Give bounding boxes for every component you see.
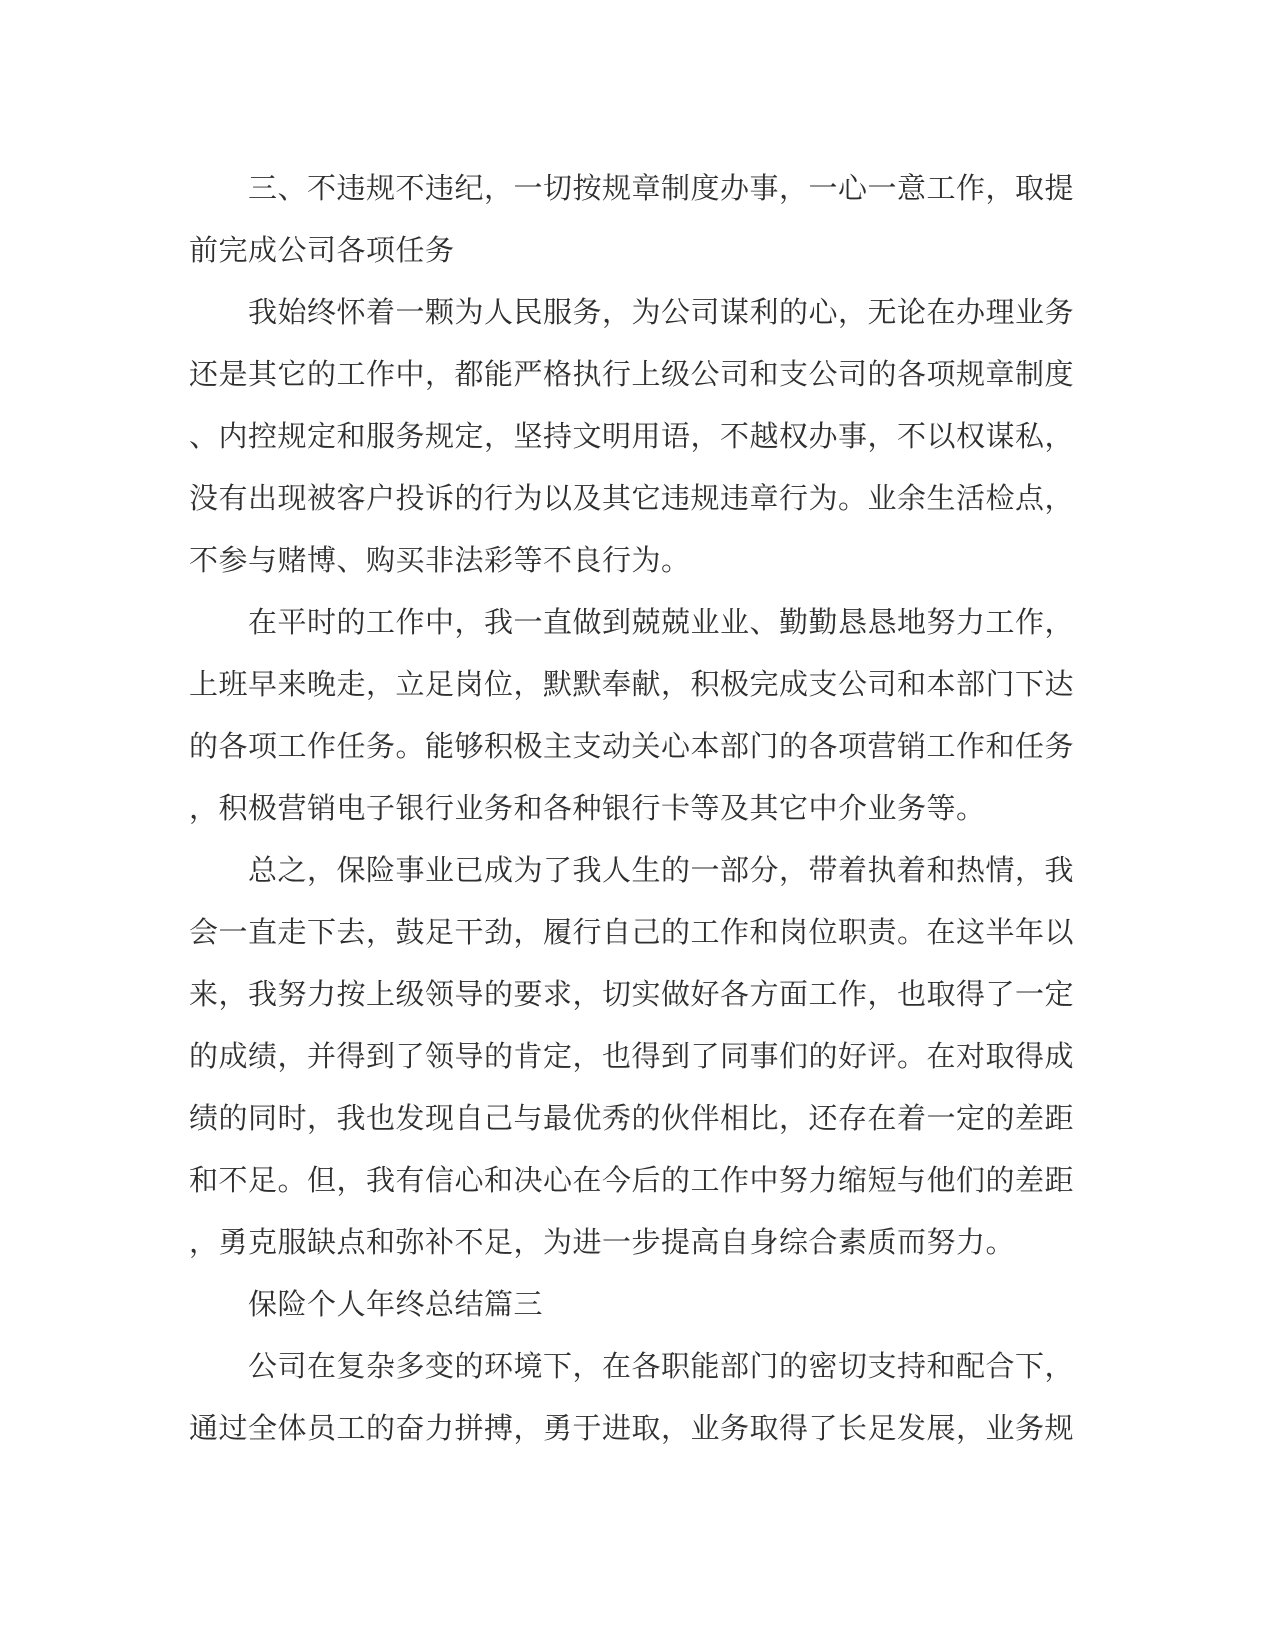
paragraph	[189, 1336, 1079, 1460]
text-line: 通过全体员工的奋力拼搏，勇于进取，业务取得了长足发展，业务规	[189, 1413, 1075, 1445]
text-line: 来，我努力按上级领导的要求，切实做好各方面工作，也取得了一定	[189, 979, 1075, 1011]
text-line: 的各项工作任务。能够积极主支动关心本部门的各项营销工作和任务	[189, 731, 1075, 763]
paragraph	[189, 592, 1079, 840]
text-line: 、内控规定和服务规定，坚持文明用语，不越权办事，不以权谋私，	[189, 421, 1075, 453]
text-line: 绩的同时，我也发现自己与最优秀的伙伴相比，还存在着一定的差距	[189, 1103, 1075, 1135]
text-line: 保险个人年终总结篇三	[248, 1289, 544, 1321]
text-line: 总之，保险事业已成为了我人生的一部分，带着执着和热情，我	[248, 855, 1075, 887]
text-line: 不参与赌博、购买非法彩等不良行为。	[189, 545, 691, 577]
paragraph	[189, 840, 1079, 1274]
text-line: 没有出现被客户投诉的行为以及其它违规违章行为。业余生活检点，	[189, 483, 1075, 515]
paragraph	[189, 1274, 1079, 1336]
text-line: 三、不违规不违纪，一切按规章制度办事，一心一意工作，取提	[248, 173, 1075, 205]
text-line: 会一直走下去，鼓足干劲，履行自己的工作和岗位职责。在这半年以	[189, 917, 1075, 949]
text-line: 上班早来晚走，立足岗位，默默奉献，积极完成支公司和本部门下达	[189, 669, 1075, 701]
text-line: ，勇克服缺点和弥补不足，为进一步提高自身综合素质而努力。	[189, 1227, 1016, 1259]
paragraph	[189, 158, 1079, 282]
text-line: 在平时的工作中，我一直做到兢兢业业、勤勤恳恳地努力工作，	[248, 607, 1075, 639]
text-line: ，积极营销电子银行业务和各种银行卡等及其它中介业务等。	[189, 793, 986, 825]
text-line: 前完成公司各项任务	[189, 235, 455, 267]
document-body	[189, 158, 1079, 1460]
text-line: 还是其它的工作中，都能严格执行上级公司和支公司的各项规章制度	[189, 359, 1075, 391]
text-line: 公司在复杂多变的环境下，在各职能部门的密切支持和配合下，	[248, 1351, 1075, 1383]
text-line: 的成绩，并得到了领导的肯定，也得到了同事们的好评。在对取得成	[189, 1041, 1075, 1073]
text-line: 和不足。但，我有信心和决心在今后的工作中努力缩短与他们的差距	[189, 1165, 1075, 1197]
paragraph	[189, 282, 1079, 592]
text-line: 我始终怀着一颗为人民服务，为公司谋利的心，无论在办理业务	[248, 297, 1075, 329]
